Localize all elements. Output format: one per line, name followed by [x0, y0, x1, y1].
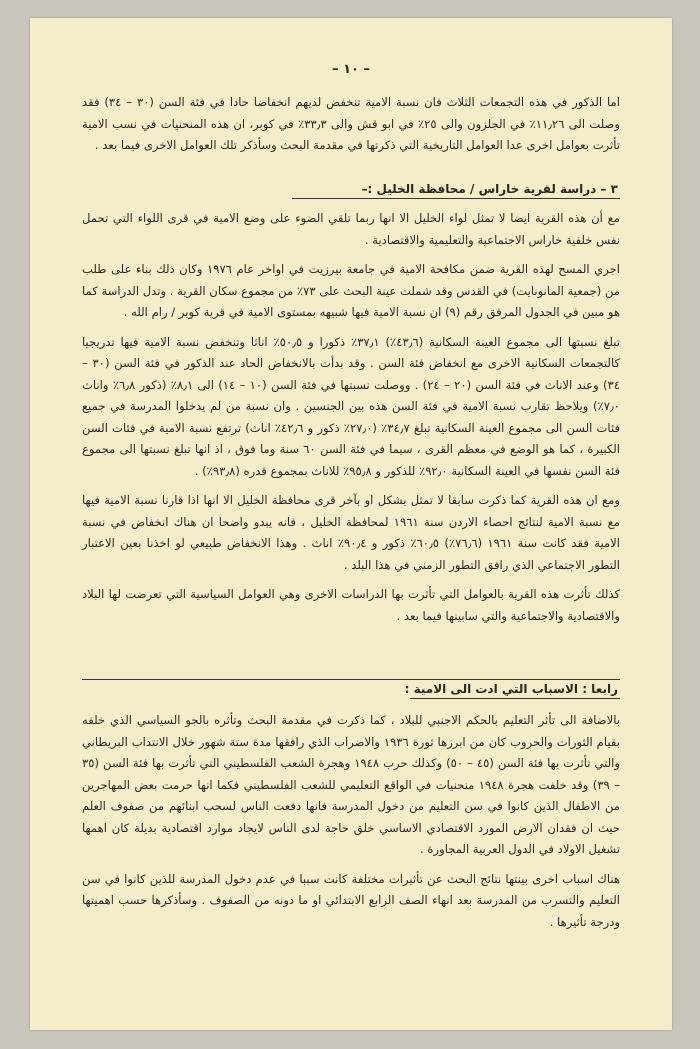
- section-divider: [82, 679, 620, 680]
- section-4-heading: رابعا : الاسباب التي ادت الى الامية :: [404, 682, 618, 696]
- paragraph: اجري المسح لهذه القرية ضمن مكافحة الامية في جامعة بيرزيت في اواخر عام ١٩٧٦ وكان ذلك بناء على طلب من (جمعية المانونايت) في القدس وقد شملت عينة البحث على ٧٣٪ من مجموع سكان القرية . وتدل الدراسة كما هو مبين في الجدول المرفق رقم (٩) ان نسبة الامية فيها شبيهه بمستوى الامية في قرية كوبر / رام الله .: [82, 262, 620, 319]
- paragraph: تبلغ نسبتها الى مجموع العينة السكانية (٤٣٫٦٪) ٣٧٫١٪ ذكورا و ٥٠٫٥٪ اناثا وتنخفض نسبة الامية فيها تدريجيا كالتجمعات السكانية الاخرى مع انخفاض فئة السن . وقد بدأت بالانخفاض الحاد عند الذكور في فئة السن (٣٠ – ٣٤) وعند الاناث في فئة السن (٢٠ – ٢٤) . ووصلت نسبتها في فئة السن (١٠ – ١٤) الى ٨٫١٪ (ذكور ٦٫٨٪ واناث ٧٫٠٪) ويلاحظ تقارب نسبة الامية في فئة السن هذه بين الجنسين . وان نسبة من لم يدخلوا المدرسة في جميع فئات السن الى مجموع العينة السكانية تبلغ ٣٤٫٧٪ (٢٧٫٠٪ ذكور و ٤٢٫٦٪ اناث) ترتفع نسبة الامية في فئات السن الكبيرة ، كما هو الوضع في معظم القرى ، سيما في فئة السن ٦٠ سنة وما فوق ، اذ انها تبلغ نسبتها الى مجموع فئة السن نفسها في العينة السكانية ٩٢٫٠٪ للذكور و ٩٥٫٨٪ للاناث بمجموع قدره (٩٣٫٨٪) .: [82, 334, 621, 478]
- heading-underline: [292, 198, 620, 199]
- intro-paragraph: [82, 92, 620, 157]
- page-number: – ١٠ –: [332, 62, 370, 77]
- paragraph: كذلك تأثرت هذه القرية بالعوامل التي تأثرت بها الدراسات الاخرى وهي العوامل السياسية التي تعرضت لها البلاد والاقتصادية والاجتماعية والتي سابينها فيما بعد .: [82, 587, 620, 623]
- paragraph: هناك اسباب اخرى بينتها نتائج البحث عن تأثيرات مختلفة كانت سببا في عدم دخول المدرسة للذين كانوا في سن التعليم والتسرب من المدرسة بعد انهاء الصف الرابع الابتدائي او ما دونه من الصفوف . وسأذكرها حسب اهميتها ودرجة تأثيرها .: [82, 871, 620, 929]
- paragraph: مع أن هذه القرية ايضا لا تمثل لواء الخليل الا انها ربما تلقي الضوء على وضع الامية في قرى اللواء التي تحمل نفس خلفية خاراس الاجتماعية والتعليمية والاقتصادية .: [82, 211, 620, 247]
- paragraph: ومع ان هذه القرية كما ذكرت سابقا لا تمثل بشكل او بآخر قرى محافظة الخليل الا انها اذا قارنا نسبة الامية فيها مع نسبة الامية لنتائج احصاء الاردن سنة ١٩٦١ لمحافظة الخليل ، فانه يبدو واضحا ان هناك انخفاض في نسبة الامية فقد كانت سنة ١٩٦١ (٧٦٫٦٪) ٦٠٫٥٪ ذكور و ٩٠٫٤٪ اناث . وهذا الانخفاض طبيعي لو اخذنا بعين الاعتبار التطور الاجتماعي الذي رافق التطور الزمني في هذا البلد .: [82, 493, 621, 572]
- section-4-body: [82, 710, 620, 933]
- section-3-body: [82, 208, 620, 627]
- document-page: [30, 18, 672, 1030]
- section-3-heading: ٣ – دراسة لقرية خاراس / محافظة الخليل :–: [361, 182, 618, 196]
- paragraph: بالاضافة الى تأثر التعليم بالحكم الاجنبي للبلاد ، كما ذكرت في مقدمة البحث وتأثره بالجو السياسي الذي خلفه بقيام الثورات والحروب كان من ابرزها ثورة ١٩٣٦ والاضراب الذي رافقها مدة ستة شهور خلال الانتداب البريطاني والتي تأثرت بها فئة السن (٤٥ – ٥٠) وكذلك حرب ١٩٤٨ وهجرة الشعب الفلسطيني التي تأثرت بها فئة السن (٣٥ – ٣٩) وقد خلفت هجرة ١٩٤٨ منحنيات في الواقع التعليمي للشعب الفلسطيني فكما انها حرمت بعض المهاجرين من الاطفال الذين كانوا في سن التعليم من دخول المدرسة فانها دفعت الناس لسحب ابنائهم من صفوف العلم حيث ان فقدان الارض المورد الاقتصادي الاساسي خلق حاجة لدى الناس لايجاد موارد اقتصادية بديلة كان اهمها تشغيل الاولاد في الدول العربية المجاورة .: [82, 713, 620, 856]
- paragraph: اما الذكور في هذه التجمعات الثلاث فان نسبة الامية تنخفض لديهم انخفاضا حادا في فئة السن (٣٠ – ٣٤) فقد وصلت الى ١١٫٢٦٪ في الجلزون والى ٢٥٪ في ابو قش والى ٣٣٫٣٪ في كوبر، ان هذه المنحنيات في نسب الامية تأثرت بعوامل اخرى عدا العوامل التاريخية التي ذكرتها في مقدمة البحث وسأذكر تلك العوامل الاخرى فيما بعد .: [82, 95, 620, 152]
- heading-underline: [410, 698, 620, 699]
